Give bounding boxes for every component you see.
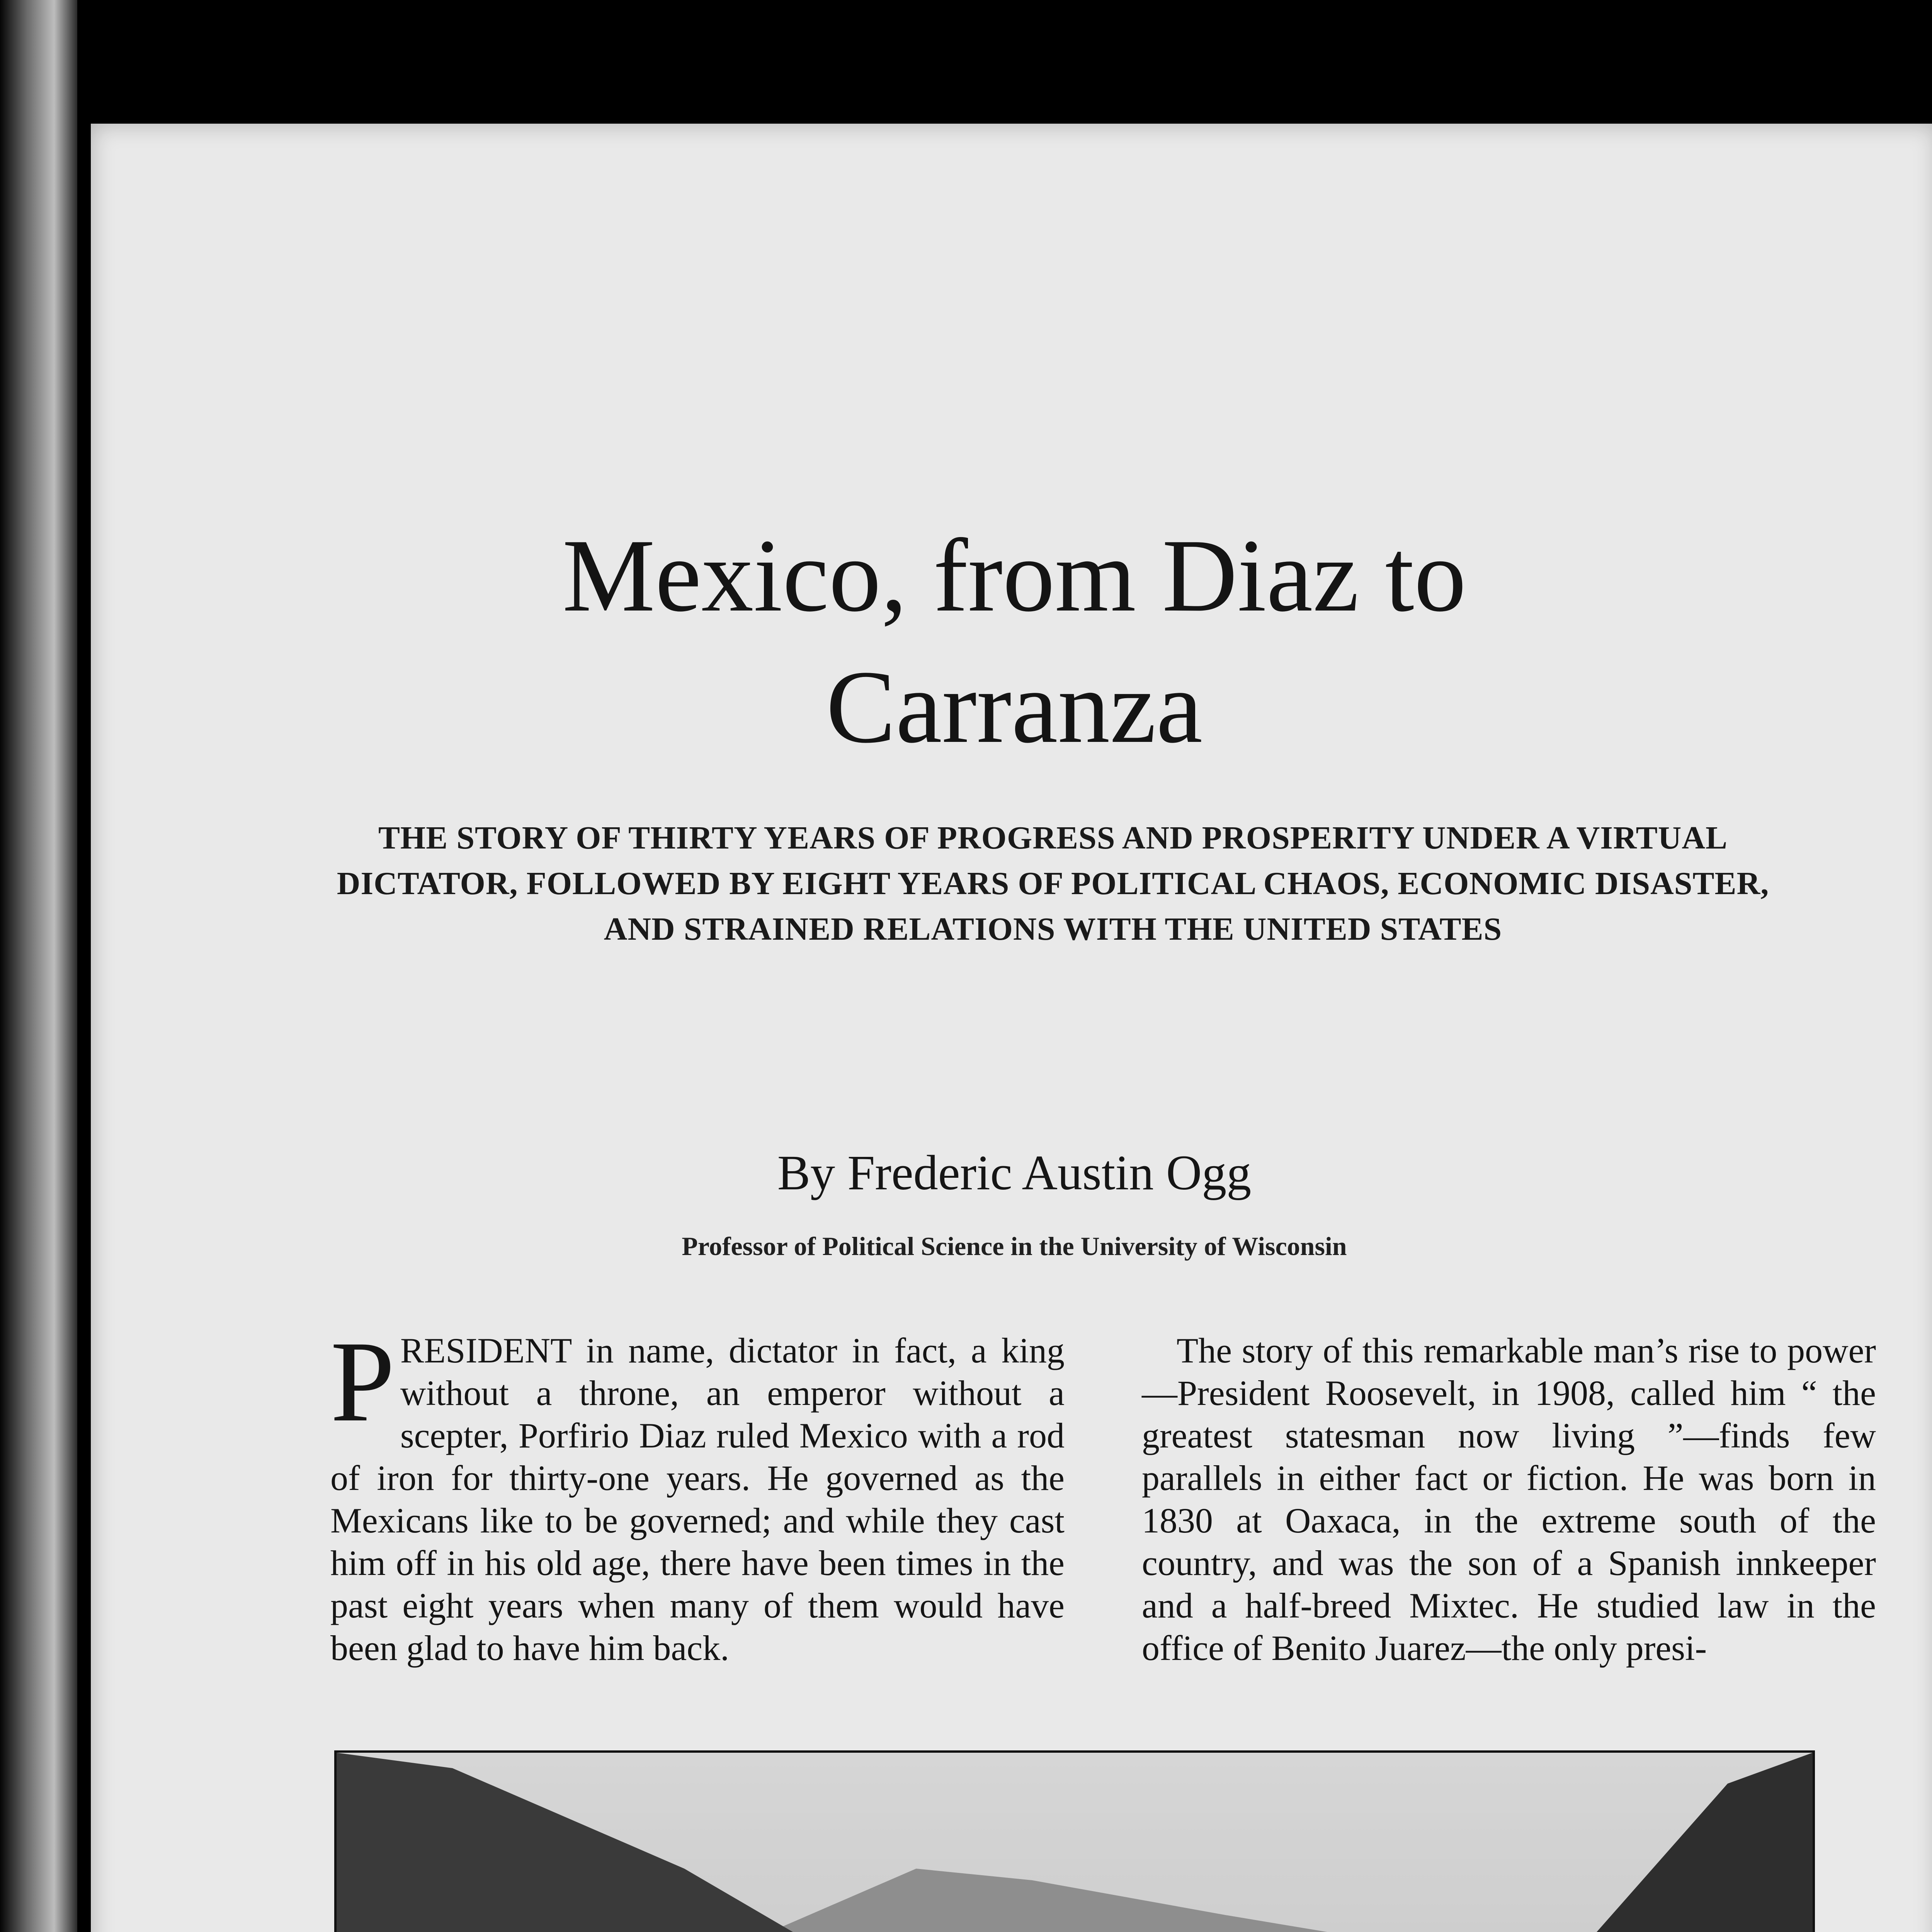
mountain-riders-illustration [337, 1753, 1813, 1932]
title-line-2: Carranza [826, 649, 1203, 765]
author-byline: By Frederic Austin Ogg [777, 1145, 1252, 1200]
article-subtitle: THE STORY OF THIRTY YEARS OF PROGRESS AND PROSPERITY UNDER A VIRTUAL DICTATOR, FOLLOWED BY EIGHT YEARS OF POLITICAL CHAOS, ECONOMIC DISASTER, AND STRAINED RELATIONS WITH THE UNITED STATES [337, 820, 1769, 947]
magazine-page [91, 124, 1932, 1932]
author-affiliation: Professor of Political Science in the University of Wisconsin [682, 1231, 1347, 1261]
article-title [91, 510, 1932, 773]
body-text-left: RESIDENT in name, dictator in fact, a king without a throne, an emperor without a scepter, Porfirio Diaz ruled Mexico with a rod of iron for thirty-one years. He governed as the Mexicans like to be governed; and while they cast him off in his old age, there have been times in the past eight years when many of them would have been glad to have him back. [330, 1331, 1065, 1668]
drop-cap: P [330, 1317, 395, 1446]
body-text-right: The story of this remarkable man’s rise to power—President Roosevelt, in 1908, called him “ the greatest statesman now living ”—finds few parallels in either fact or fiction. He was born in 1830 at Oaxaca, in the extreme south of the country, and was the son of a Spanish innkeeper and a half-breed Mixtec. He studied law in the office of Benito Juarez—the only presi- [1142, 1331, 1876, 1668]
title-line-1: Mexico, from Diaz to [562, 518, 1466, 633]
scan-binding-edge [0, 0, 77, 1932]
body-column-left [330, 1317, 1065, 1669]
body-column-right [1142, 1329, 1876, 1669]
landscape-photo [334, 1750, 1815, 1932]
